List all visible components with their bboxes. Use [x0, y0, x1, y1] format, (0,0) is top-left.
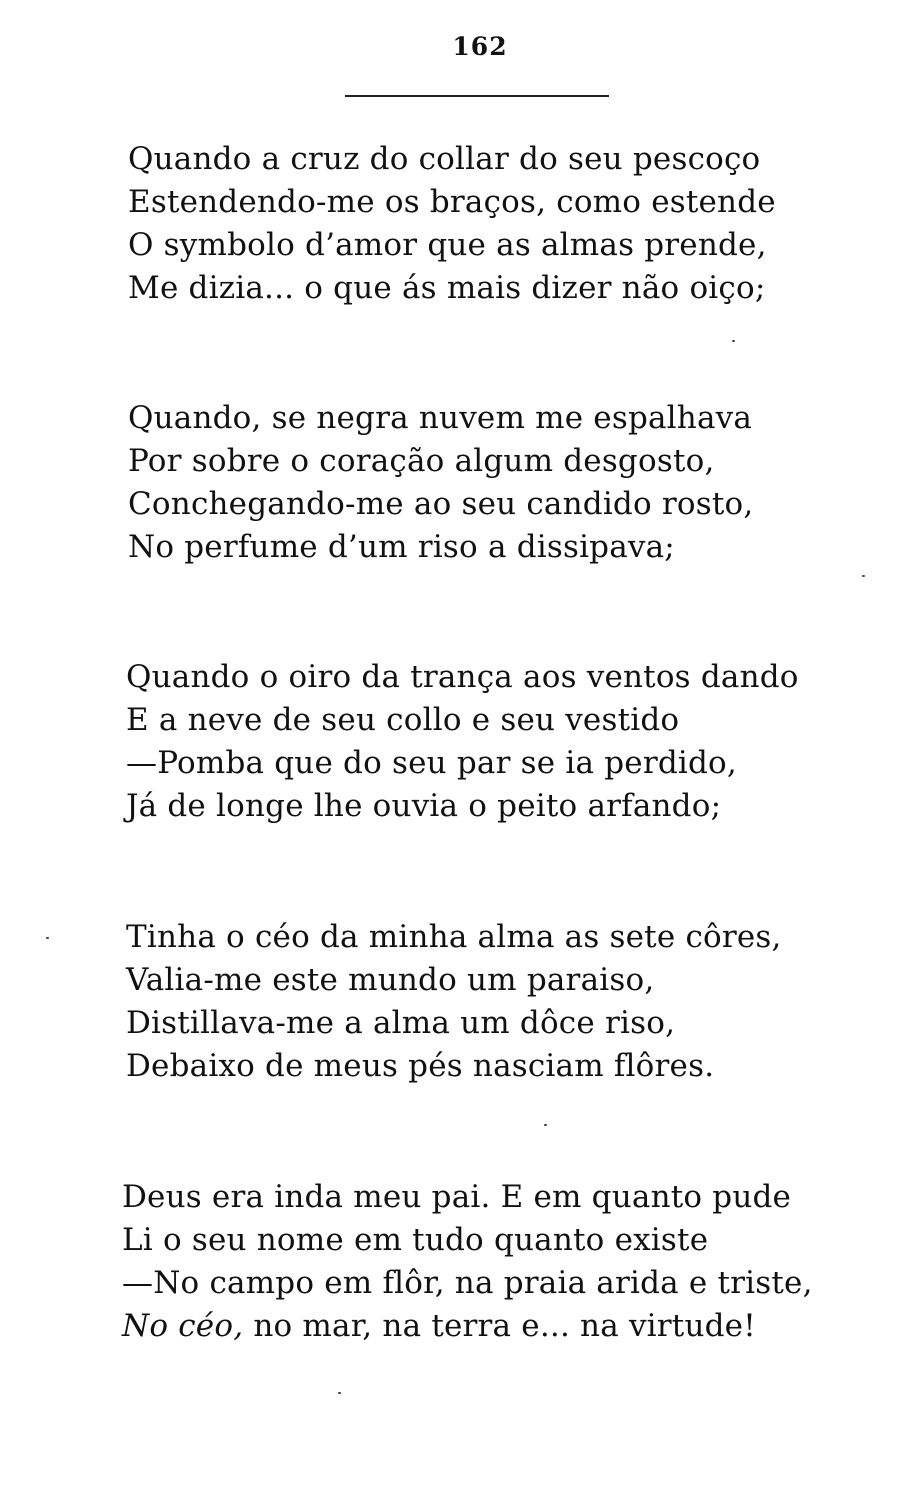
scan-speck — [732, 340, 735, 342]
verse-line: Quando, se negra nuvem me espalhava — [128, 400, 753, 436]
stanza — [128, 397, 753, 569]
verse-line: Conchegando-me ao seu candido rosto, — [128, 486, 754, 522]
scan-speck — [338, 1392, 341, 1394]
verse-line: No perfume d’um riso a dissipava; — [128, 529, 675, 565]
verse-line: Distillava-me a alma um dôce riso, — [126, 1005, 676, 1041]
verse-line-rest: no mar, na terra e... na virtude! — [243, 1308, 756, 1344]
verse-line: E a neve de seu collo e seu vestido — [126, 702, 680, 738]
verse-line: Debaixo de meus pés nasciam flôres. — [126, 1048, 715, 1084]
header-rule — [345, 95, 609, 97]
verse-line: Deus era inda meu pai. E em quanto pude — [122, 1179, 792, 1215]
verse-line: Tinha o céo da minha alma as sete côres, — [126, 919, 782, 955]
scan-speck — [862, 575, 865, 577]
stanza — [126, 916, 782, 1088]
scan-speck — [46, 937, 49, 939]
verse-line: —No campo em flôr, na praia arida e triste, — [122, 1265, 813, 1301]
verse-line: O symbolo d’amor que as almas prende, — [128, 227, 767, 263]
verse-line: Quando a cruz do collar do seu pescoço — [128, 141, 761, 177]
scan-speck — [544, 1124, 547, 1126]
verse-line: —Pomba que do seu par se ia perdido, — [126, 745, 737, 781]
verse-line: Por sobre o coração algum desgosto, — [128, 443, 715, 479]
verse-line: Valia-me este mundo um paraiso, — [126, 962, 655, 998]
verse-line — [122, 1305, 813, 1348]
italic-phrase: No céo, — [122, 1308, 244, 1344]
stanza — [128, 138, 776, 310]
verse-line: Me dizia... o que ás mais dizer não oiço; — [128, 270, 766, 306]
stanza — [126, 656, 799, 828]
verse-line: Estendendo-me os braços, como estende — [128, 184, 776, 220]
page-number: 162 — [452, 32, 508, 61]
verse-line: Li o seu nome em tudo quanto existe — [122, 1222, 709, 1258]
verse-line: Quando o oiro da trança aos ventos dando — [126, 659, 799, 695]
verse-line: Já de longe lhe ouvia o peito arfando; — [126, 788, 722, 824]
stanza — [122, 1176, 813, 1348]
